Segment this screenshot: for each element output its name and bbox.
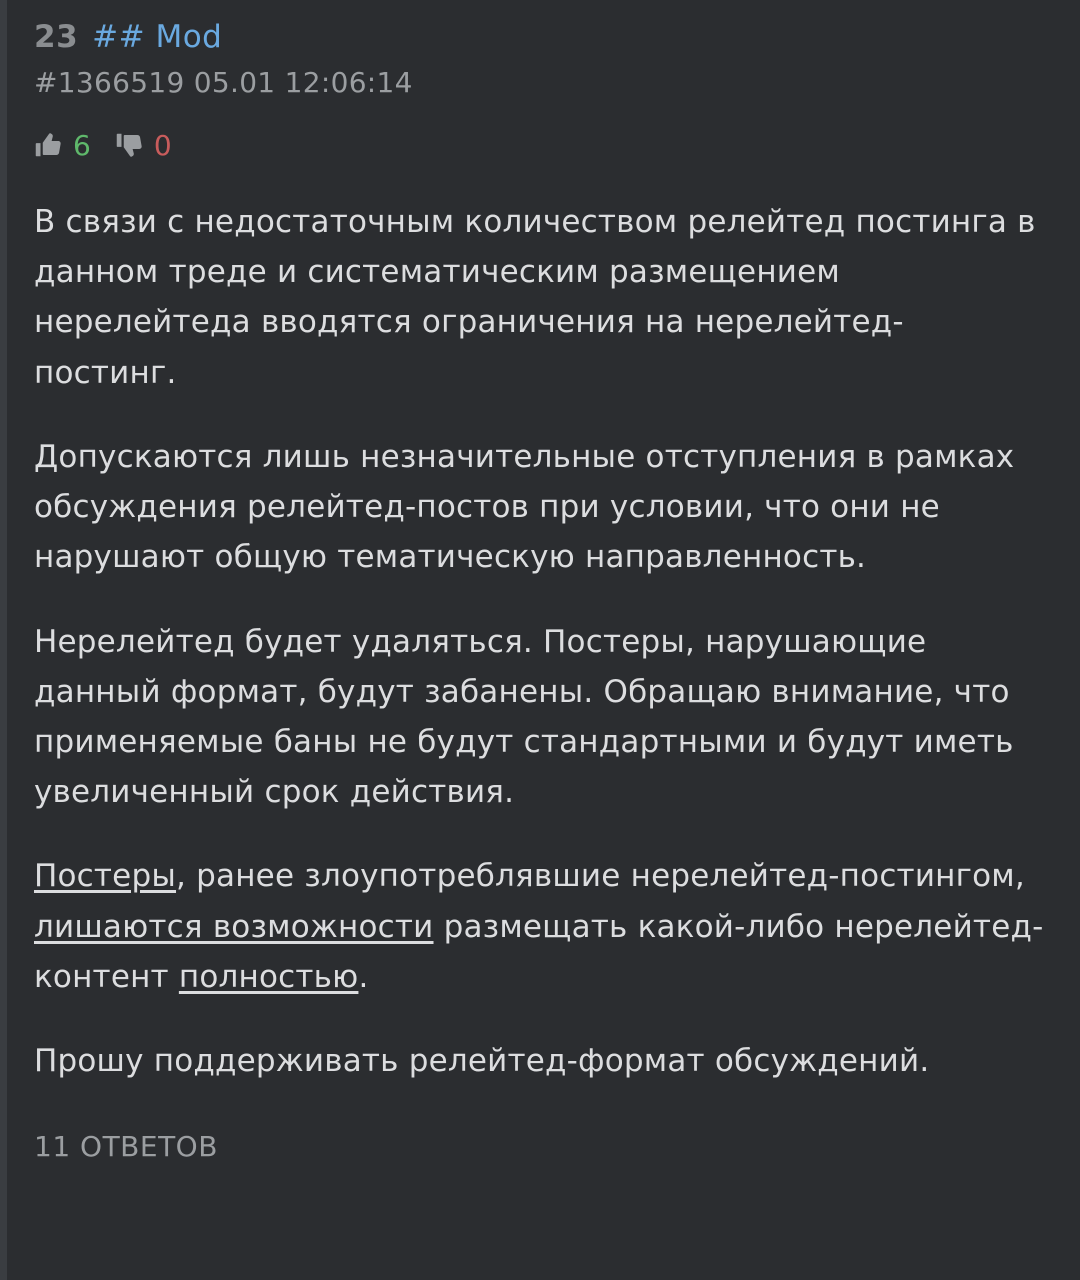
vote-bar — [34, 127, 1046, 163]
thumbs-down-icon[interactable] — [115, 130, 145, 160]
post-header — [34, 19, 1046, 55]
upvote-count: 6 — [73, 128, 91, 162]
paragraph4-text-2: размещать какой-либо нерелейтед-контент — [34, 908, 1044, 995]
post-meta[interactable]: #1366519 05.01 12:06:14 — [34, 66, 413, 99]
post-paragraph-1: В связи с недостаточным количеством релейтед постинга в данном треде и систематическим размещением нерелейтеда вводятся ограничения на нерелейтед-постинг. — [34, 204, 1036, 391]
post-title[interactable]: ## Mod — [92, 19, 223, 55]
post-paragraph-5: Прошу поддерживать релейтед-формат обсуждений. — [34, 1043, 930, 1080]
emphasis-posters: Постеры — [34, 858, 177, 895]
emphasis-deprived: лишаются возможности — [34, 908, 434, 945]
replies-link[interactable]: 11 ОТВЕТОВ — [34, 1130, 218, 1164]
post-body — [34, 197, 1046, 1086]
downvote-group[interactable] — [115, 129, 172, 162]
downvote-count: 0 — [153, 128, 172, 162]
emphasis-fully: полностью — [178, 958, 359, 995]
thread-left-rule — [0, 0, 7, 1280]
post-number: 23 — [34, 19, 79, 55]
post-paragraph-3: Нерелейтед будет удаляться. Постеры, нарушающие данный формат, будут забанены. Обращаю внимание, что применяемые баны не будут стандартными и будут иметь увеличенный срок действия. — [34, 623, 1014, 811]
paragraph4-text-3: . — [358, 958, 369, 995]
post-paragraph-4 — [34, 851, 1046, 1002]
thumbs-up-icon[interactable] — [34, 130, 64, 160]
paragraph4-text-1: , ранее злоупотреблявшие нерелейтед-постингом, — [176, 858, 1025, 895]
upvote-group[interactable] — [34, 129, 91, 162]
post-paragraph-2: Допускаются лишь незначительные отступления в рамках обсуждения релейтед-постов при условии, что они не нарушают общую тематическую направленность. — [34, 438, 1015, 576]
